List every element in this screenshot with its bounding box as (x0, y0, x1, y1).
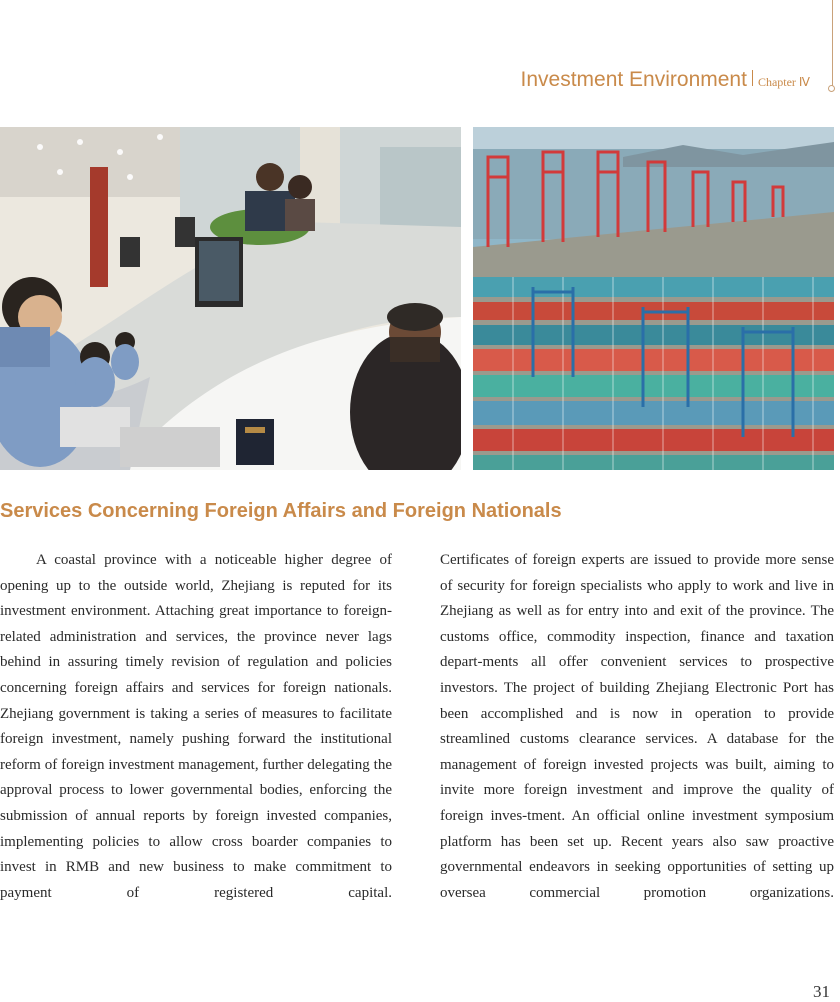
photo-service-hall (0, 127, 461, 470)
body-column-right: Certificates of foreign experts are issued to provide more sense of security for foreign specialists who apply to work and live in Zhejiang as well as for entry into and exit of the province. The customs office, commodity inspection, finance and taxation depart-ments all offer convenient services to prospective investors. The project of building Zhejiang Electronic Port has been accomplished and is now in operation to provide streamlined customs clearance services. A database for the management of foreign invested projects was built, aiming to invite more foreign investment and improve the quality of foreign inves-tment. An official online investment symposium platform has been set up. Recent years also saw proactive governmental endeavors in seeking opportunities of setting up oversea commercial promotion organizations. (440, 552, 834, 901)
header-rule (832, 0, 833, 86)
header-dot-ornament (828, 85, 835, 92)
body-column-left: A coastal province with a noticeable higher degree of opening up to the outside world, Zhejiang is reputed for its investment environment. Attaching great importance to foreign-related administration and services, the province never lags behind in assuring timely revision of regulation and policies concerning foreign affairs and services for foreign nationals. Zhejiang government is taking a series of measures to facilitate foreign investment, namely pushing forward the institutional reform of foreign investment management, further delegating the approval process to lower governmental bodies, enforcing the submission of annual reports by foreign invested companies, implementing policies to allow cross boarder companies to invest in RMB and new business to make commitment to payment of registered capital. (0, 552, 392, 901)
service-hall-illustration (0, 127, 461, 470)
running-header (521, 68, 811, 92)
section-heading: Services Concerning Foreign Affairs and Foreign Nationals (0, 500, 562, 522)
header-separator (752, 70, 753, 86)
header-chapter: Chapter Ⅳ (757, 75, 810, 89)
container-port-illustration (473, 127, 834, 470)
page-number: 31 (813, 982, 830, 1001)
header-title: Investment Environment (520, 68, 747, 91)
photo-container-port (473, 127, 834, 470)
